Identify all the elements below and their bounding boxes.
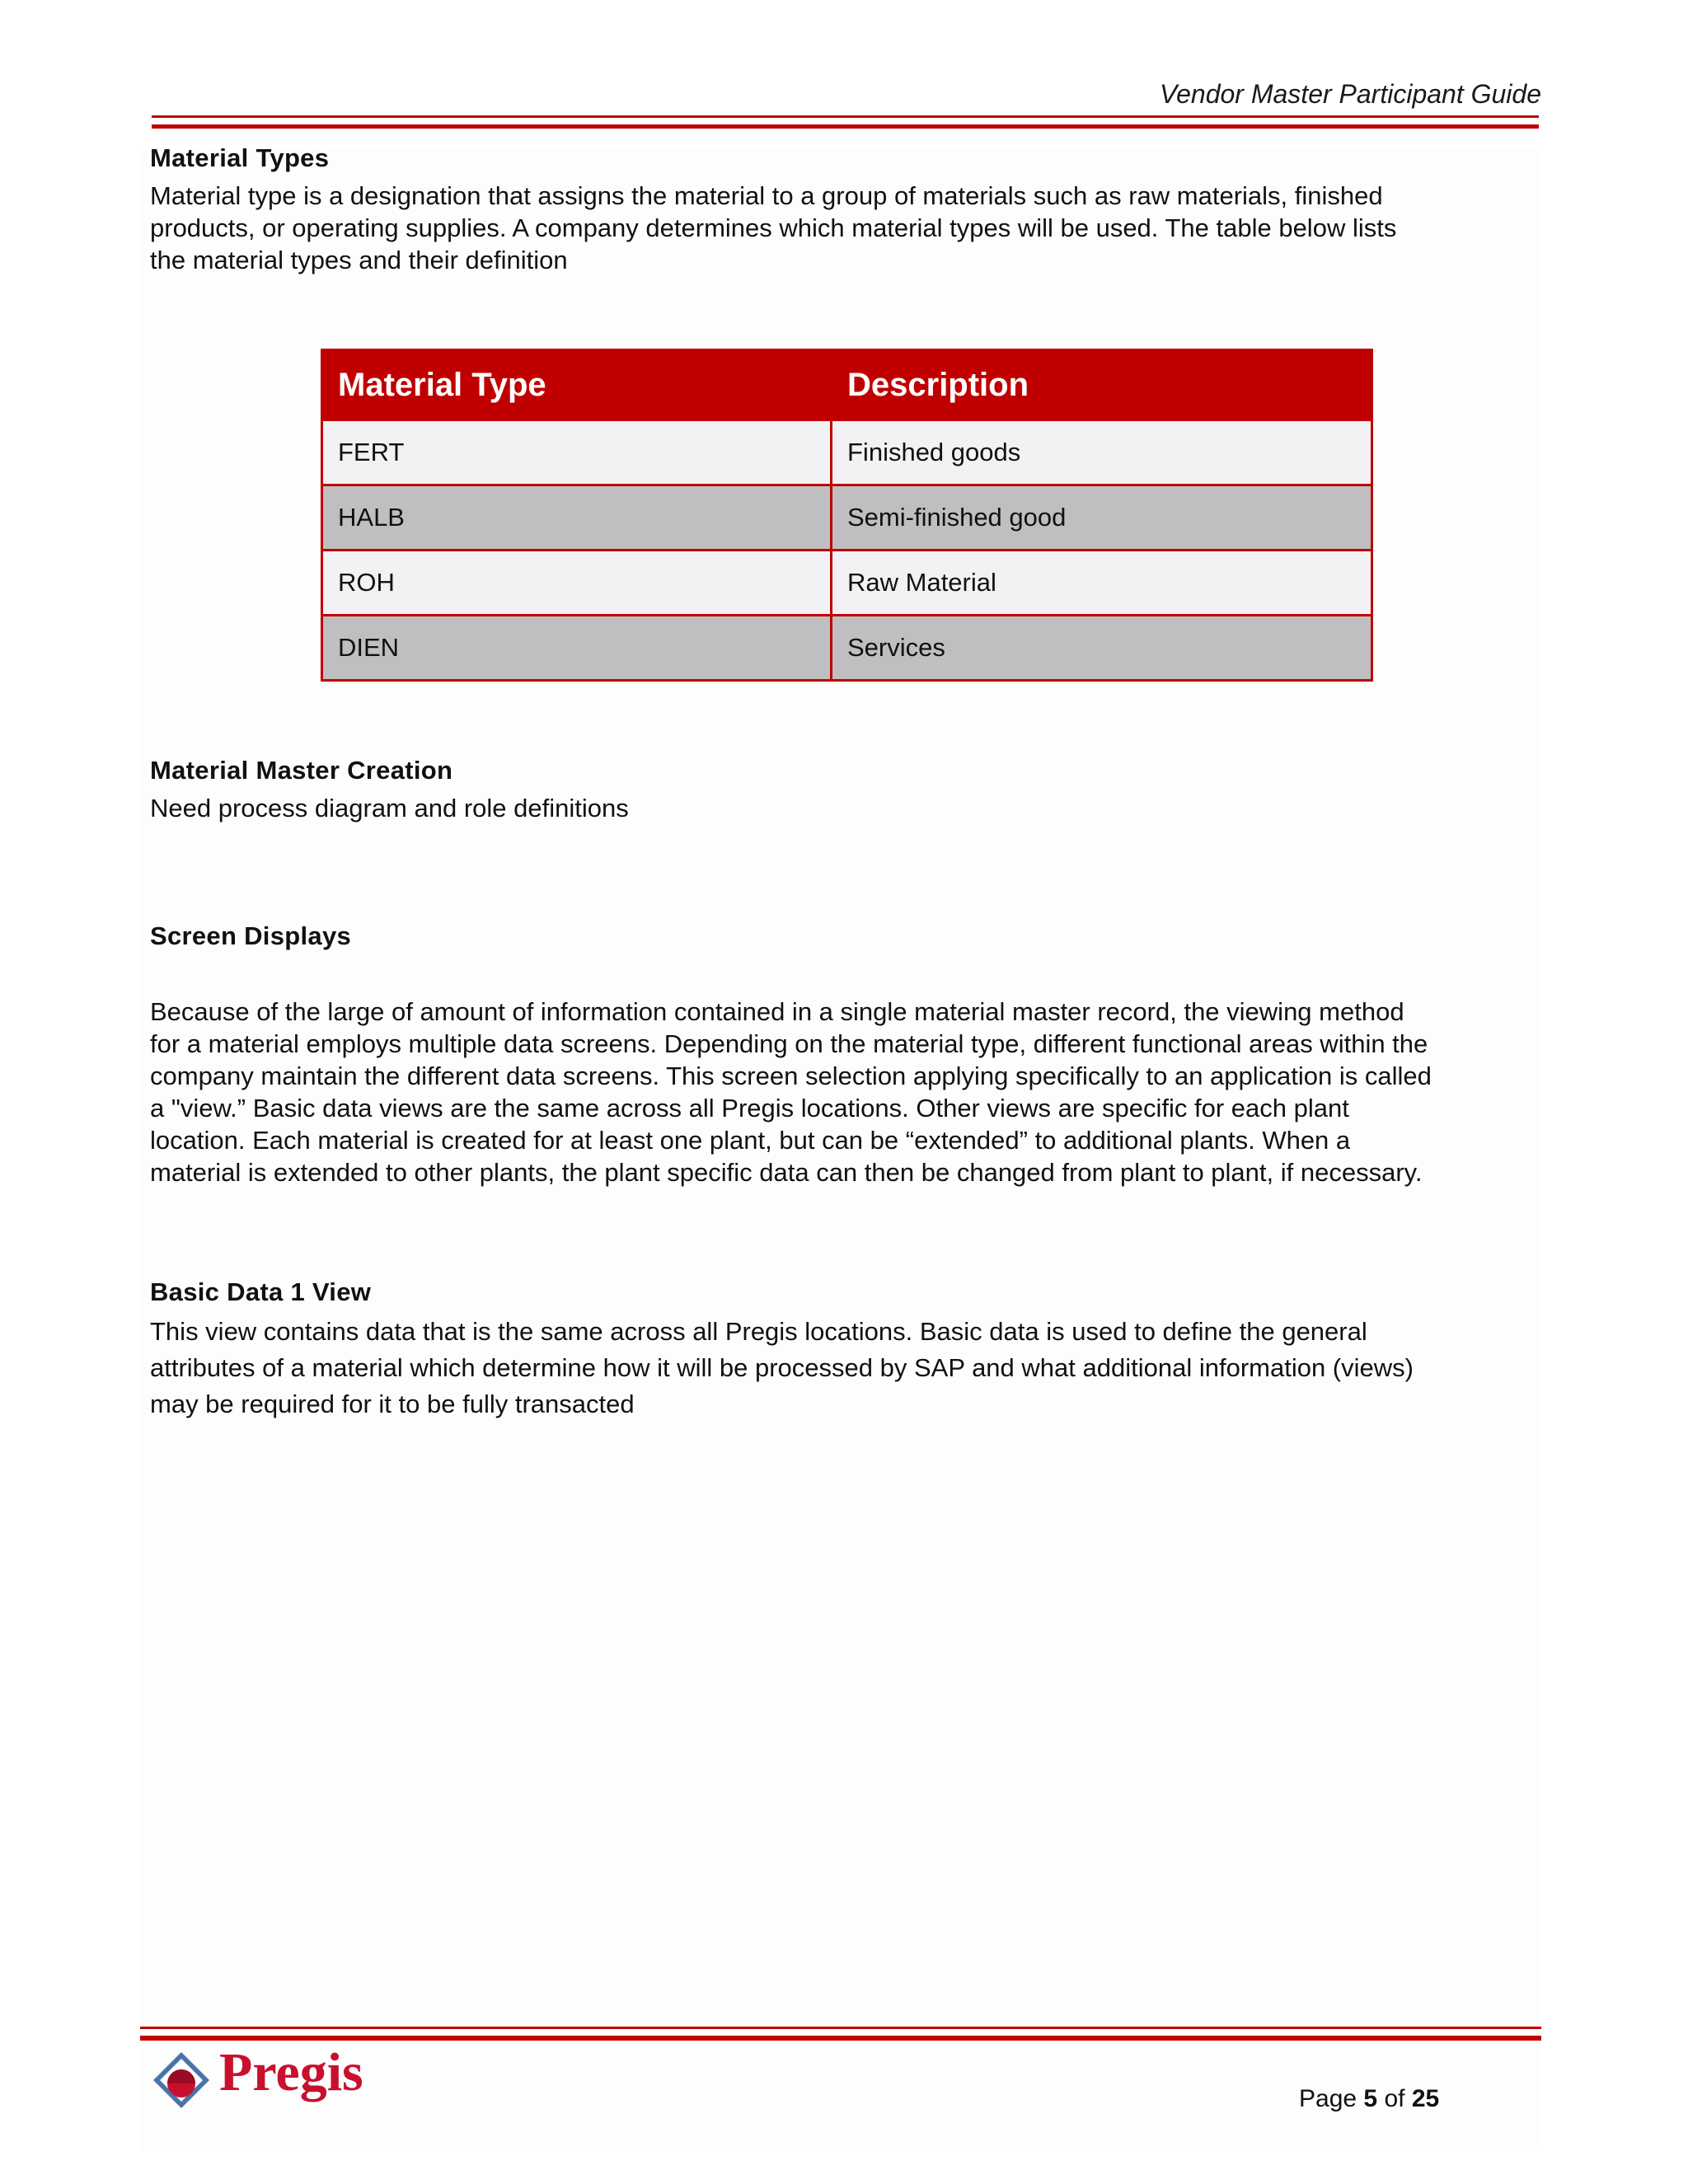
section-heading-screen-displays: Screen Displays (150, 921, 352, 950)
text-line: Because of the large of amount of information contained in a single material master record, the viewing method (150, 997, 1404, 1026)
text-line: Need process diagram and role definitions (150, 794, 629, 823)
pregis-logo-text: Pregis (219, 2042, 363, 2102)
material-types-table (321, 349, 1373, 682)
footer-rule-top (140, 2027, 1541, 2029)
text-line: company maintain the different data screens. This screen selection applying specifically to an application is called (150, 1062, 1432, 1090)
text-line: may be required for it to be fully transacted (150, 1390, 635, 1418)
table-row (322, 616, 1372, 681)
paragraph-screen-displays (150, 996, 1543, 1188)
text-line: location. Each material is created for at least one plant, but can be “extended” to additional plants. When a (150, 1126, 1351, 1155)
page-current: 5 (1363, 2085, 1378, 2112)
header-rule-top (152, 115, 1539, 118)
page-total: 25 (1411, 2085, 1440, 2112)
header-title: Vendor Master Participant Guide (1159, 79, 1541, 109)
table-row (322, 485, 1372, 551)
table-cell: Services (832, 616, 1372, 681)
section-heading-basic-data-1-view: Basic Data 1 View (150, 1277, 372, 1306)
text-line: material is extended to other plants, the plant specific data can then be changed from plant to plant, if necessary. (150, 1158, 1423, 1187)
paragraph-material-types (150, 180, 1543, 276)
page-prefix: Page (1299, 2085, 1357, 2112)
table-cell: ROH (322, 551, 832, 616)
section-heading-material-types: Material Types (150, 143, 330, 172)
table-cell: HALB (322, 485, 832, 551)
table-row (322, 420, 1372, 485)
table-header-row (322, 350, 1372, 420)
column-header-material-type: Material Type (322, 350, 832, 420)
section-heading-material-master-creation: Material Master Creation (150, 756, 453, 785)
page-of: of (1384, 2085, 1405, 2112)
text-line: a "view.” Basic data views are the same across all Pregis locations. Other views are specific for each plant (150, 1094, 1349, 1122)
table-cell: Raw Material (832, 551, 1372, 616)
table-row (322, 551, 1372, 616)
table-cell: FERT (322, 420, 832, 485)
header-rule-bottom (152, 124, 1539, 129)
text-line: products, or operating supplies. A company determines which material types will be used. The table below lists (150, 213, 1397, 242)
text-line: Material type is a designation that assigns the material to a group of materials such as raw materials, finished (150, 181, 1383, 210)
footer-rule-bottom (140, 2036, 1541, 2041)
paragraph-basic-data-1-view (150, 1314, 1543, 1422)
text-line: the material types and their definition (150, 246, 568, 274)
column-header-description: Description (832, 350, 1372, 420)
text-line: This view contains data that is the same across all Pregis locations. Basic data is used to define the general (150, 1317, 1367, 1346)
table-cell: Semi-finished good (832, 485, 1372, 551)
table-cell: DIEN (322, 616, 832, 681)
paragraph-material-master-creation (150, 792, 1543, 824)
page-number (1299, 2085, 1439, 2113)
table-cell: Finished goods (832, 420, 1372, 485)
text-line: attributes of a material which determine how it will be processed by SAP and what additional information (views) (150, 1353, 1414, 1382)
text-line: for a material employs multiple data screens. Depending on the material type, different functional areas within the (150, 1029, 1428, 1058)
